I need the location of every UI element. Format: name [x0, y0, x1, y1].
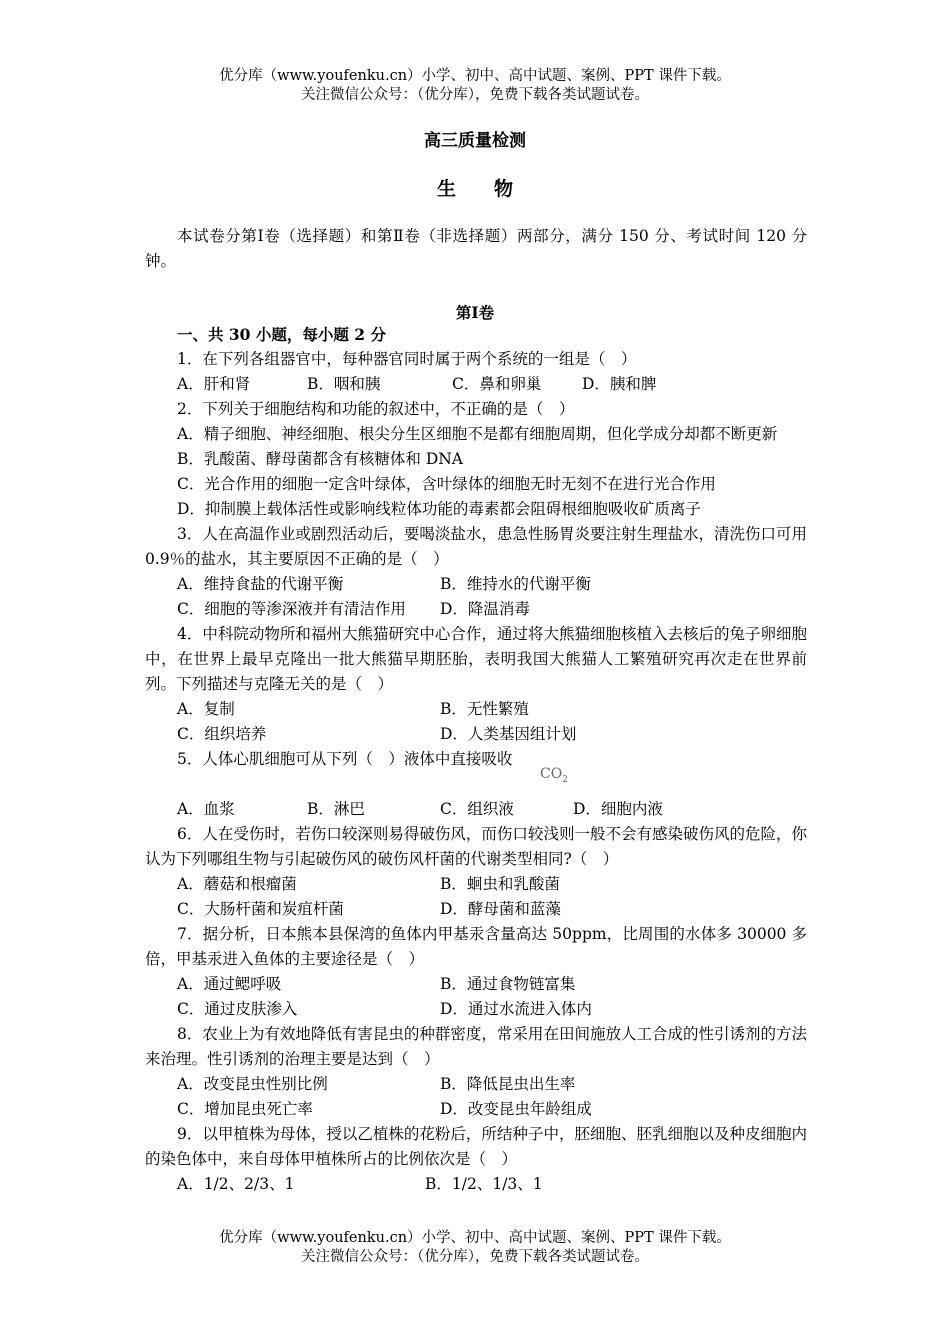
q7-option-c: C．通过皮肤渗入	[177, 1000, 298, 1018]
q9-option-b: B．1/2、1/3、1	[425, 1175, 543, 1193]
q8-options-row2	[145, 1097, 807, 1122]
q7-options-row2	[145, 997, 807, 1022]
q5-formula-main: CO	[540, 766, 563, 782]
header-line-1: 优分库（www.youfenku.cn）小学、初中、高中试题、案例、PPT 课件下载。	[219, 68, 731, 84]
q5-options	[145, 797, 807, 822]
questions	[145, 322, 807, 1197]
q5-block	[145, 747, 807, 797]
intro-text: 本试卷分第Ⅰ卷（选择题）和第Ⅱ卷（非选择题）两部分，满分 150 分、考试时间 120 分钟。	[145, 227, 807, 270]
q1-option-d: D．胰和脾	[582, 375, 657, 393]
q7-stem: 7．据分析，日本熊本县保湾的鱼体内甲基汞含量高达 50ppm，比周围的水体多 30000 多倍，甲基汞进入鱼体的主要途径是（ ）	[145, 925, 807, 968]
header-line-2: 关注微信公众号：（优分库），免费下载各类试题试卷。	[301, 87, 649, 103]
q3-option-a: A．维持食盐的代谢平衡	[177, 575, 344, 593]
q6-option-d: D．酵母菌和蓝藻	[440, 900, 561, 918]
q8-option-a: A．改变昆虫性别比例	[177, 1075, 328, 1093]
q6-option-b: B．蛔虫和乳酸菌	[440, 875, 560, 893]
q3-options-row2	[145, 597, 807, 622]
q9-option-a: A．1/2、2/3、1	[177, 1175, 295, 1193]
q8-stem: 8．农业上为有效地降低有害昆虫的种群密度，常采用在田间施放人工合成的性引诱剂的方法来治理。性引诱剂的治理主要是达到（ ）	[145, 1025, 807, 1068]
q8-option-b: B．降低昆虫出生率	[440, 1075, 576, 1093]
page-footer	[0, 1229, 950, 1267]
q3-options-row1	[145, 572, 807, 597]
q5-formula	[540, 762, 568, 793]
exam-title: 高三质量检测	[424, 131, 526, 151]
q7-option-a: A．通过鳃呼吸	[177, 975, 282, 993]
q1-options	[145, 372, 807, 397]
page-header	[0, 67, 950, 105]
subject-title: 生 物	[436, 178, 513, 200]
q7-option-b: B．通过食物链富集	[440, 975, 576, 993]
q3-stem: 3．人在高温作业或剧烈活动后，要喝淡盐水，患急性肠胃炎要注射生理盐水，清洗伤口可用 0.9％的盐水，其主要原因不正确的是（ ）	[145, 525, 807, 568]
q6-option-c: C．大肠杆菌和炭疽杆菌	[177, 900, 344, 918]
q8-option-d: D．改变昆虫年龄组成	[440, 1100, 592, 1118]
q5-option-c: C．组织液	[440, 800, 514, 818]
intro	[145, 224, 807, 274]
q4-option-a: A．复制	[177, 700, 235, 718]
q4-option-c: C．组织培养	[177, 725, 267, 743]
q6-options-row1	[145, 872, 807, 897]
q1-option-b: B．咽和胰	[307, 375, 381, 393]
q6-option-a: A．蘑菇和根瘤菌	[177, 875, 297, 893]
volume-title: 第Ⅰ卷	[455, 303, 495, 322]
q4-stem: 4．中科院动物所和福州大熊猫研究中心合作，通过将大熊猫细胞核植入去核后的兔子卵细胞中，在世界上最早克隆出一批大熊猫早期胚胎，表明我国大熊猫人工繁殖研究再次走在世界前列。下列描述与克隆无关的是（ ）	[145, 625, 807, 693]
footer-line-1: 优分库（www.youfenku.cn）小学、初中、高中试题、案例、PPT 课件下载。	[219, 1230, 731, 1246]
q5-formula-sub: 2	[562, 774, 568, 785]
q3-option-c: C．细胞的等渗深液并有清洁作用	[177, 600, 406, 618]
q1-option-c: C．鼻和卵巢	[452, 375, 542, 393]
q1-option-a: A．肝和肾	[177, 375, 251, 393]
q5-option-a: A．血浆	[177, 800, 235, 818]
footer-line-2: 关注微信公众号：（优分库），免费下载各类试题试卷。	[301, 1249, 649, 1265]
q2-option-a: A．精子细胞、神经细胞、根尖分生区细胞不是都有细胞周期，但化学成分却都不断更新	[177, 425, 778, 443]
q3-option-d: D．降温消毒	[440, 600, 530, 618]
q7-options-row1	[145, 972, 807, 997]
q6-stem: 6．人在受伤时，若伤口较深则易得破伤风，而伤口较浅则一般不会有感染破伤风的危险，你认为下列哪组生物与引起破伤风的破伤风杆菌的代谢类型相同?（ ）	[145, 825, 807, 868]
q8-options-row1	[145, 1072, 807, 1097]
q2-option-b: B．乳酸菌、酵母菌都含有核糖体和 DNA	[177, 450, 464, 468]
q2-option-d: D．抑制膜上载体活性或影响线粒体功能的毒素都会阻碍根细胞吸收矿质离子	[177, 500, 701, 518]
q9-options-row1	[145, 1172, 807, 1197]
q8-option-c: C．增加昆虫死亡率	[177, 1100, 313, 1118]
q9-stem: 9．以甲植株为母体，授以乙植株的花粉后，所结种子中，胚细胞、胚乳细胞以及种皮细胞内的染色体中，来自母体甲植株所占的比例依次是（ ）	[145, 1125, 807, 1168]
q4-option-b: B．无性繁殖	[440, 700, 529, 718]
q2-stem: 2．下列关于细胞结构和功能的叙述中，不正确的是（ ）	[177, 400, 575, 418]
q4-options-row1	[145, 697, 807, 722]
q5-stem: 5．人体心肌细胞可从下列（ ）液体中直接吸收	[177, 750, 513, 768]
section-title: 一、共 30 小题，每小题 2 分	[177, 325, 386, 344]
q7-option-d: D．通过水流进入体内	[440, 1000, 592, 1018]
q4-option-d: D．人类基因组计划	[440, 725, 577, 743]
q6-options-row2	[145, 897, 807, 922]
q4-options-row2	[145, 722, 807, 747]
q1-stem: 1．在下列各组器官中，每种器官同时属于两个系统的一组是（ ）	[177, 350, 637, 368]
q2-option-c: C．光合作用的细胞一定含叶绿体，含叶绿体的细胞无时无刻不在进行光合作用	[177, 475, 716, 493]
q5-option-d: D．细胞内液	[573, 800, 663, 818]
q5-option-b: B．淋巴	[307, 800, 365, 818]
q3-option-b: B．维持水的代谢平衡	[440, 575, 591, 593]
